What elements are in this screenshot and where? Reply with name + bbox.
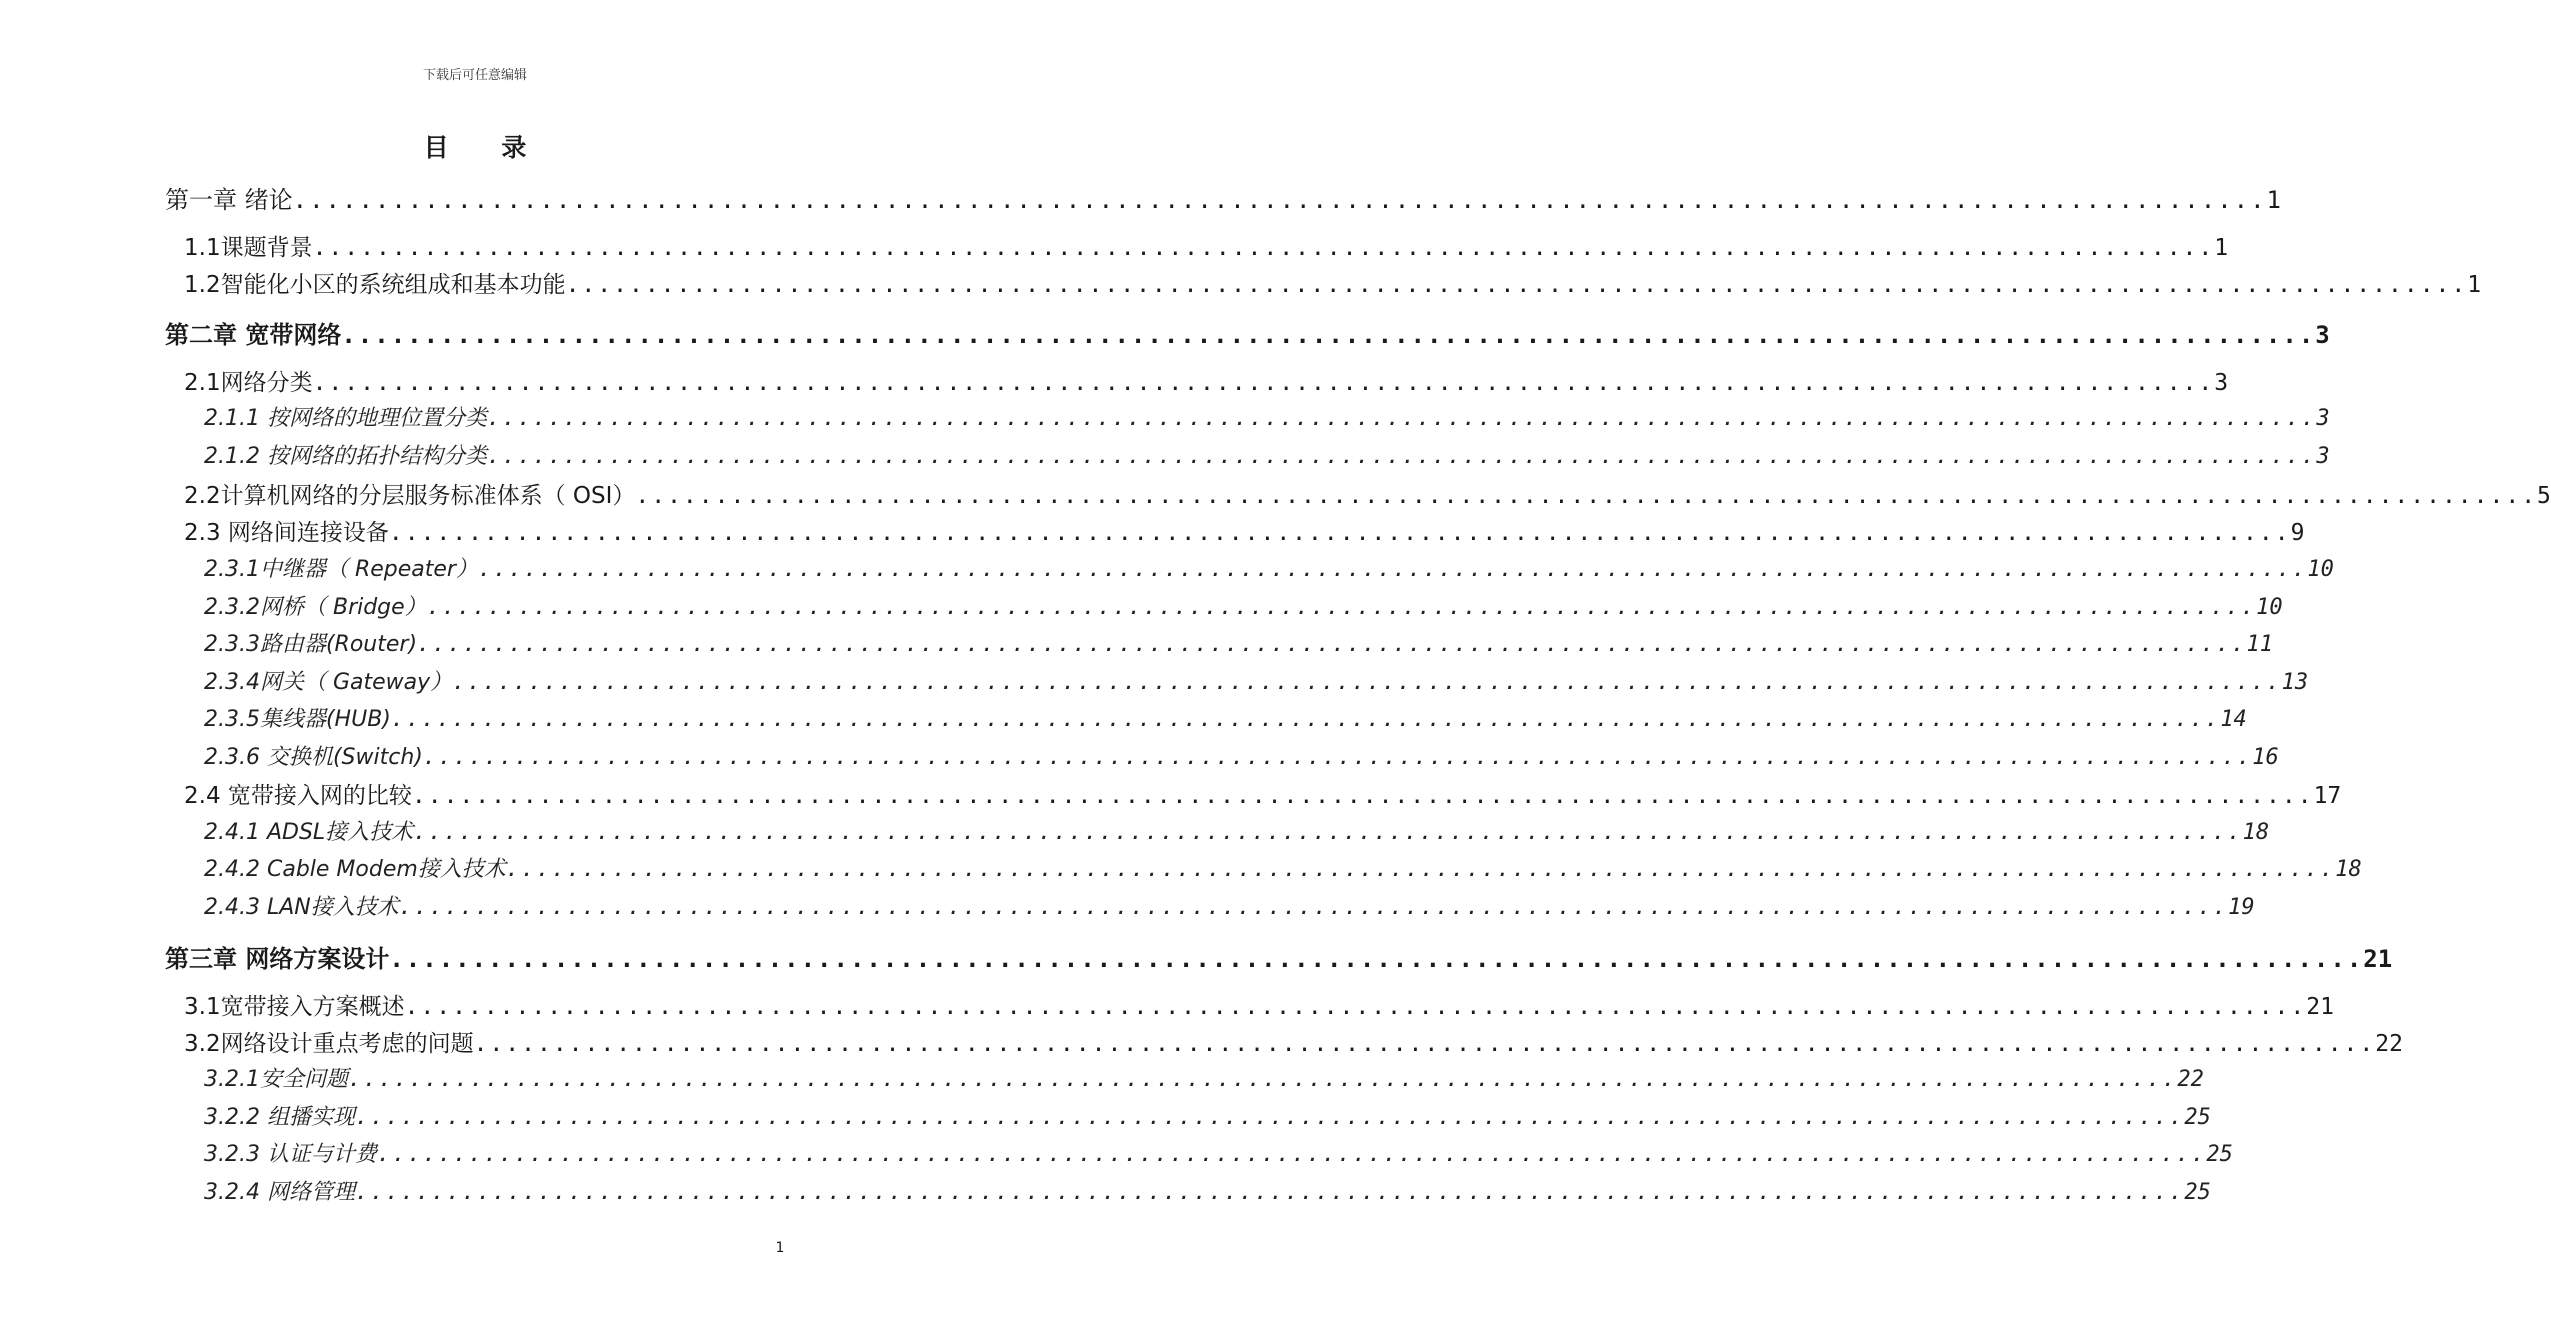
toc-entry-page: 1 (2266, 186, 2281, 214)
toc-leader-dots: ........................................................................................................................ (292, 186, 2267, 214)
toc-entry-page: 25 (2184, 1105, 2211, 1130)
toc-entry[interactable] (184, 777, 2342, 810)
toc-leader-dots: ........................................................................................................................ (452, 670, 2282, 695)
toc-entry-page: 14 (2220, 707, 2247, 732)
toc-leader-dots: ........................................................................................................................ (347, 1067, 2178, 1092)
toc-leader-dots: ........................................................................................................................ (390, 707, 2221, 732)
toc-entry-title: 2.4.3 LAN接入技术 (204, 895, 399, 920)
toc-entry-title: 2.3.2网桥（ Bridge） (204, 595, 427, 620)
toc-entry-title: 3.2.2 组播实现 (204, 1105, 355, 1130)
toc-leader-dots: ........................................................................................................................ (486, 406, 2317, 431)
toc-entry-title: 1.2智能化小区的系统组成和基本功能 (184, 272, 566, 298)
toc-entry-page: 3 (2315, 321, 2330, 349)
toc-entry[interactable] (204, 740, 2279, 771)
toc-entry-title: 2.3.4网关（ Gateway） (204, 670, 453, 695)
toc-entry-page: 10 (2307, 557, 2334, 582)
toc-entry-page: 22 (2177, 1067, 2204, 1092)
toc-entry[interactable] (204, 627, 2273, 658)
toc-entry[interactable] (204, 665, 2309, 696)
toc-entry[interactable] (204, 552, 2334, 583)
toc-entry[interactable] (204, 1175, 2211, 1206)
toc-leader-dots: ........................................................................................................................ (477, 557, 2308, 582)
toc-entry[interactable] (204, 890, 2255, 921)
toc-entry-page: 17 (2313, 783, 2342, 809)
toc-leader-dots: ........................................................................................................................ (422, 745, 2253, 770)
toc-leader-dots: ........................................................................................................................ (473, 1031, 2376, 1057)
toc-entry-page: 3 (2316, 444, 2330, 469)
toc-leader-dots: ........................................................................................................................ (398, 895, 2229, 920)
toc-entry-title: 2.2计算机网络的分层服务标准体系（ OSI） (184, 483, 636, 509)
toc-entry-title: 3.2网络设计重点考虑的问题 (184, 1031, 474, 1057)
toc-entry-title: 1.1课题背景 (184, 235, 313, 261)
toc-entry[interactable] (184, 477, 2551, 510)
toc-entry-title: 第三章 网络方案设计 (165, 945, 390, 973)
toc-leader-dots: ........................................................................................................................ (404, 994, 2307, 1020)
toc-leader-dots: ........................................................................................................................ (312, 235, 2215, 261)
toc-entry-page: 21 (2363, 945, 2393, 973)
toc-leader-dots: ........................................................................................................................ (411, 783, 2314, 809)
toc-entry[interactable] (165, 180, 2281, 215)
toc-entry-page: 18 (2335, 857, 2362, 882)
toc-leader-dots: ........................................................................................................................ (388, 520, 2291, 546)
toc-entry-title: 3.2.4 网络管理 (204, 1180, 355, 1205)
toc-entry-title: 3.2.1安全问题 (204, 1067, 348, 1092)
toc-entry-title: 3.2.3 认证与计费 (204, 1142, 377, 1167)
toc-entry-page: 18 (2242, 820, 2270, 845)
toc-leader-dots: ........................................................................................................................ (417, 632, 2247, 657)
toc-entry[interactable] (184, 1025, 2403, 1058)
toc-entry[interactable] (184, 266, 2482, 299)
toc-leader-dots: ........................................................................................................................ (505, 857, 2336, 882)
toc-entry[interactable] (204, 401, 2330, 432)
toc-entry-title: 第二章 宽带网络 (165, 321, 342, 349)
toc-leader-dots: ........................................................................................................................ (376, 1142, 2207, 1167)
toc-leader-dots: ........................................................................................................................ (486, 444, 2317, 469)
toc-entry-title: 2.3.5集线器(HUB) (204, 707, 391, 732)
toc-entry-title: 2.4.2 Cable Modem接入技术 (204, 857, 506, 882)
toc-title: 目 录 (423, 133, 549, 162)
toc-entry-title: 2.1.2 按网络的拓扑结构分类 (204, 444, 487, 469)
toc-entry-page: 16 (2252, 745, 2279, 770)
toc-entry-title: 2.3 网络间连接设备 (184, 520, 389, 546)
toc-entry-page: 13 (2281, 670, 2309, 695)
toc-entry-title: 2.3.6 交换机(Switch) (204, 745, 423, 770)
toc-entry-title: 3.1宽带接入方案概述 (184, 994, 405, 1020)
toc-entry-title: 2.3.1中继器（ Repeater） (204, 557, 478, 582)
toc-entry[interactable] (165, 939, 2393, 974)
toc-entry[interactable] (204, 1137, 2233, 1168)
toc-leader-dots: ........................................................................................................................ (354, 1180, 2185, 1205)
toc-entry-page: 25 (2184, 1180, 2211, 1205)
toc-leader-dots: ........................................................................................................................ (413, 820, 2243, 845)
toc-entry-page: 19 (2228, 895, 2255, 920)
toc-entry-page: 3 (2214, 370, 2229, 396)
toc-entry-page: 1 (2467, 272, 2482, 298)
toc-entry-page: 11 (2246, 632, 2273, 657)
toc-entry[interactable] (204, 702, 2247, 733)
header-note: 下载后可任意编辑 (422, 68, 527, 83)
toc-entry[interactable] (165, 315, 2330, 350)
toc-entry[interactable] (204, 1062, 2204, 1093)
toc-entry-page: 1 (2214, 235, 2229, 261)
toc-entry-title: 2.1.1 按网络的地理位置分类 (204, 406, 487, 431)
toc-entry-title: 2.3.3路由器(Router) (204, 632, 418, 657)
toc-entry-title: 2.4 宽带接入网的比较 (184, 783, 412, 809)
toc-entry[interactable] (204, 590, 2283, 621)
toc-entry[interactable] (204, 815, 2270, 846)
toc-leader-dots: ........................................................................................................................ (426, 595, 2257, 620)
toc-entry[interactable] (184, 229, 2229, 262)
toc-leader-dots: ........................................................................................................................ (312, 370, 2215, 396)
toc-entry-page: 21 (2306, 994, 2334, 1020)
toc-entry-title: 2.4.1 ADSL接入技术 (204, 820, 414, 845)
toc-entry-page: 25 (2206, 1142, 2233, 1167)
toc-entry-page: 10 (2256, 595, 2283, 620)
toc-leader-dots: ........................................................................................................................ (565, 272, 2468, 298)
toc-leader-dots: ........................................................................................................................ (354, 1105, 2185, 1130)
toc-entry-page: 5 (2537, 483, 2551, 509)
toc-entry[interactable] (184, 988, 2334, 1021)
toc-leader-dots: ........................................................................................................................ (635, 483, 2538, 509)
toc-entry[interactable] (204, 1100, 2211, 1131)
toc-entry-title: 第一章 绪论 (165, 186, 293, 214)
toc-entry-page: 9 (2290, 520, 2305, 546)
toc-entry[interactable] (184, 514, 2305, 547)
toc-entry-title: 2.1网络分类 (184, 370, 313, 396)
page-number: 1 (775, 1240, 785, 1256)
toc-entry[interactable] (204, 852, 2362, 883)
toc-entry-page: 3 (2316, 406, 2330, 431)
toc-entry-page: 22 (2375, 1031, 2403, 1057)
toc-leader-dots: ........................................................................................................................ (389, 945, 2364, 973)
toc-leader-dots: ........................................................................................................................ (341, 321, 2316, 349)
toc-entry[interactable] (184, 364, 2229, 397)
toc-entry[interactable] (204, 439, 2330, 470)
